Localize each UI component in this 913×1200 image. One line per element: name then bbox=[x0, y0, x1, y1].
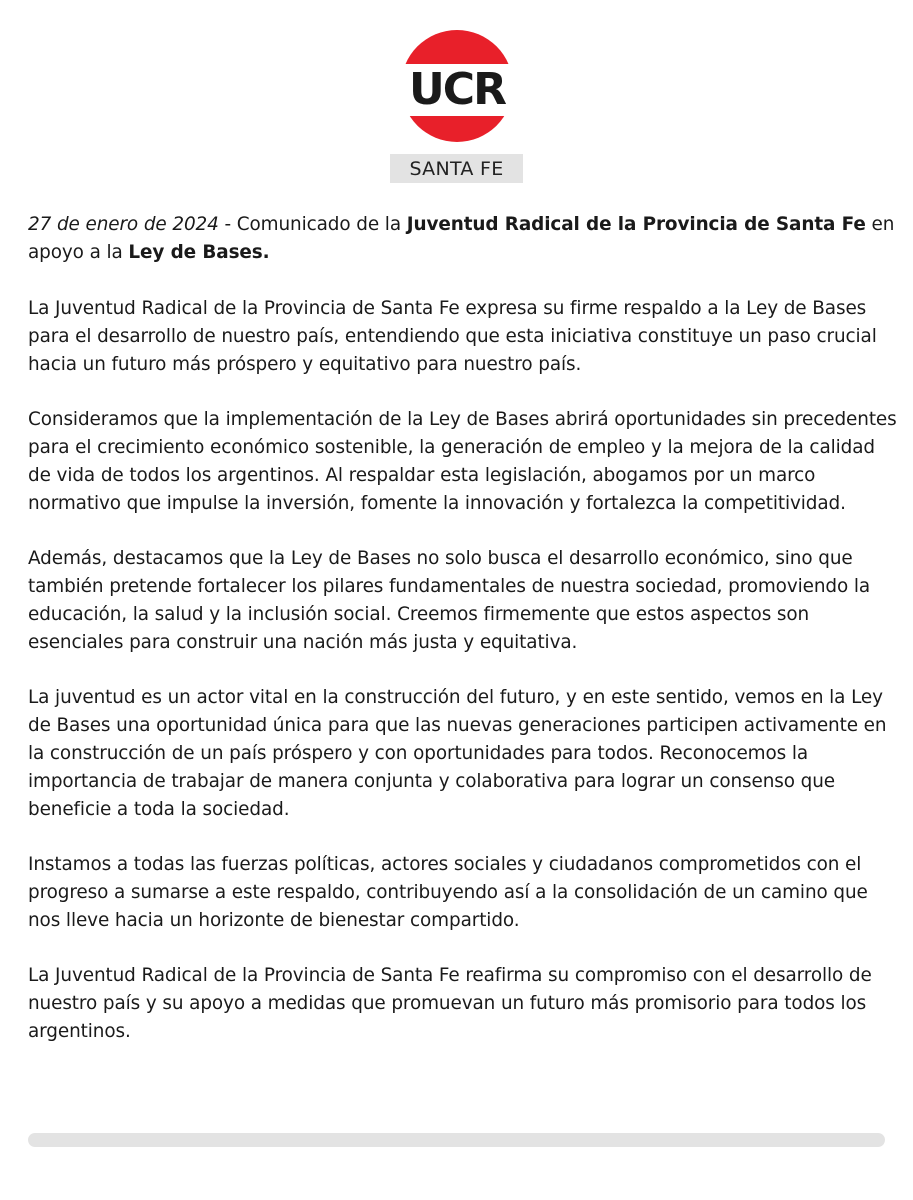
body-paragraph-6: La Juventud Radical de la Provincia de Santa Fe reafirma su compromiso con el desarrollo de nuestro país y su apoyo a medidas que promuevan un futuro más promisorio para todos los argentinos. bbox=[28, 965, 872, 1042]
logo-bottom-band bbox=[401, 116, 513, 142]
intro-paragraph bbox=[28, 211, 898, 267]
body-paragraph-3: Además, destacamos que la Ley de Bases no solo busca el desarrollo económico, sino que también pretende fortalecer los pilares fundamentales de nuestra sociedad, promoviendo la educación, la salud y la inclusión social. Creemos firmemente que estos aspectos son esenciales para construir una nación más justa y equitativa. bbox=[28, 548, 871, 653]
body-paragraph-4: La juventud es un actor vital en la construcción del futuro, y en este sentido, vemos en la Ley de Bases una oportunidad única para que las nuevas generaciones participen activamente en la construcción de un país próspero y con oportunidades para todos. Reconocemos la importancia de trabajar de manera conjunta y colaborativa para lograr un consenso que beneficie a toda la sociedad. bbox=[28, 687, 887, 820]
organization-name: Juventud Radical de la Provincia de Santa Fe bbox=[406, 214, 866, 235]
bottom-divider-bar bbox=[28, 1133, 885, 1147]
body-paragraph-2: Consideramos que la implementación de la Ley de Bases abrirá oportunidades sin precedentes para el crecimiento económico sostenible, la generación de empleo y la mejora de la calidad de vida de todos los argentinos. Al respaldar esta legislación, abogamos por un marco normativo que impulse la inversión, fomente la innovación y fortalezca la competitividad. bbox=[28, 409, 897, 514]
intro-text-1: - Comunicado de la bbox=[218, 214, 407, 235]
header bbox=[0, 30, 913, 183]
logo-top-band bbox=[401, 30, 513, 64]
body-paragraph-1: La Juventud Radical de la Provincia de Santa Fe expresa su firme respaldo a la Ley de Bases para el desarrollo de nuestro país, entendiendo que esta iniciativa constituye un paso crucial hacia un futuro más próspero y equitativo para nuestro país. bbox=[28, 298, 877, 375]
statement-body bbox=[28, 211, 898, 1073]
intro-text-2: en apoyo a la bbox=[28, 214, 895, 263]
law-name: Ley de Bases. bbox=[128, 242, 270, 263]
ucr-logo bbox=[401, 30, 513, 142]
province-badge: SANTA FE bbox=[390, 154, 523, 183]
statement-date: 27 de enero de 2024 bbox=[28, 214, 219, 235]
body-paragraph-5: Instamos a todas las fuerzas políticas, actores sociales y ciudadanos comprometidos con el progreso a sumarse a este respaldo, contribuyendo así a la consolidación de un camino que nos lleve hacia un horizonte de bienestar compartido. bbox=[28, 854, 868, 931]
logo-text: UCR bbox=[408, 64, 505, 115]
ucr-logo-emblem bbox=[401, 30, 513, 142]
